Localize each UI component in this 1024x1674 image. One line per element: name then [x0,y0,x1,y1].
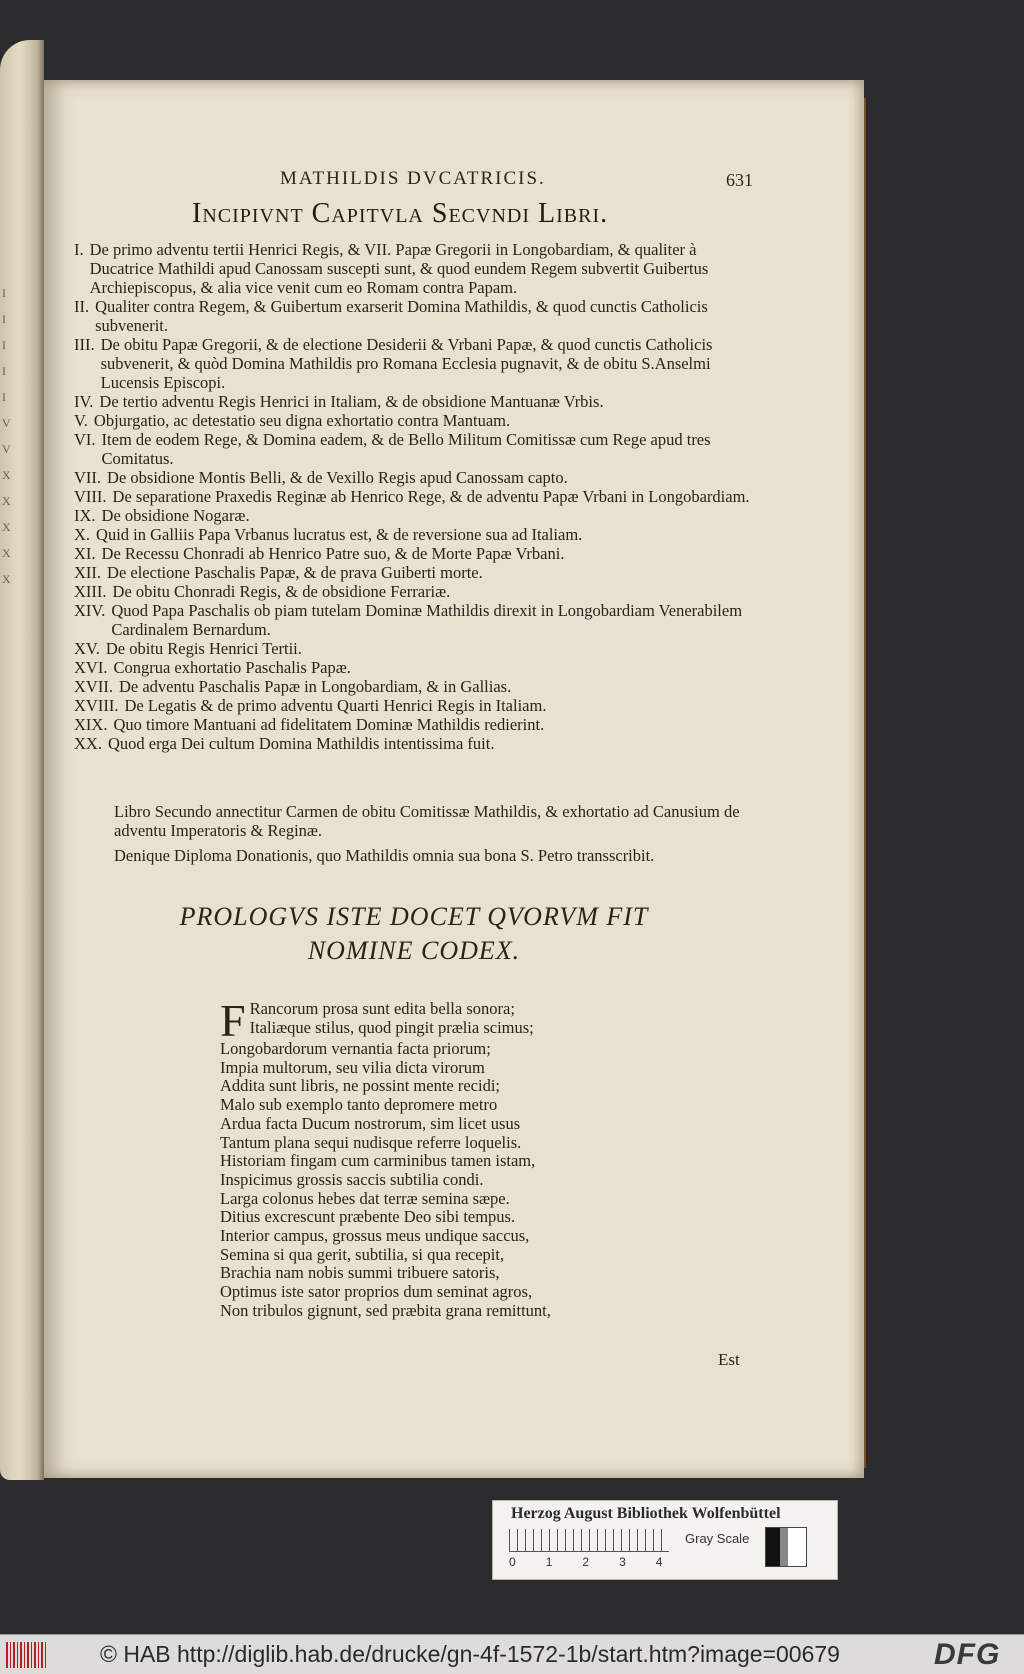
toc-number: V. [74,411,88,430]
toc-item [74,696,754,715]
toc-text: De obitu Chonradi Regis, & de obsidione Ferrariæ. [112,582,451,601]
poem-line: Italiæque stilus, quod pingit prælia scimus; [249,1017,534,1037]
toc-number: IX. [74,506,96,525]
toc-text: Quod erga Dei cultum Domina Mathildis intentissima fuit. [107,734,495,753]
toc-text: Quid in Galliis Papa Vrbanus lucratus est, & de reversione sua ad Italiam. [96,525,583,544]
toc-item [74,639,754,658]
toc-number: XVII. [74,677,113,696]
toc-number: I. [74,240,84,259]
toc-text: Quod Papa Paschalis ob piam tutelam Dominæ Mathildis direxit in Longobardiam Venerabilem Cardinalem Bernardum. [111,601,743,639]
toc-item [74,335,754,392]
running-head: MATHILDIS DVCATRICIS. [280,168,546,189]
poem-line: Optimus iste sator proprios dum seminat agros, [220,1282,533,1302]
toc-item [74,487,754,506]
toc-number: XIX. [74,715,108,734]
poem-line: Addita sunt libris, ne possint mente recidi; [220,1076,501,1096]
left-page-edge [0,40,44,1480]
toc-number: X. [74,525,91,544]
toc-number: IV. [74,392,94,411]
toc-item [74,601,754,639]
drop-cap: F [220,995,246,1046]
toc-text: Objurgatio, ac detestatio seu digna exhortatio contra Mantuam. [93,411,511,430]
toc-text: Quo timore Mantuani ad fidelitatem Dominæ Mathildis redierint. [113,715,545,734]
toc-number: XVIII. [74,696,119,715]
scale-ruler [509,1529,669,1552]
toc-item [74,240,754,297]
chapter-list-heading: Incipivnt Capitvla Secvndi Libri. [192,198,609,229]
toc-text: De primo adventu tertii Henrici Regis, & VII. Papæ Gregorii in Longobardiam, & qualiter à Ducatrice Mathildi apud Canossam suscepti sunt, & quod eundem Regem subvertit Guibertus Archiepiscopus, & alia vice venit cum eo Romam contra Papam. [89,240,709,297]
poem-line: Inspicimus grossis saccis subtilia condi. [220,1169,484,1189]
gray-scale-label: Gray Scale [685,1531,750,1546]
catchword: Est [718,1350,740,1369]
toc-text: Item de eodem Rege, & Domina eadem, & de Bello Militum Comitissæ cum Rege apud tres Comitatus. [101,430,711,468]
page-number: 631 [726,170,753,190]
toc-number: XII. [74,563,102,582]
poem-line: Larga colonus hebes dat terræ semina sæpe. [220,1188,510,1208]
poem [220,995,640,1321]
toc-number: VII. [74,468,102,487]
gray-scale-swatch [765,1527,807,1567]
toc-number: VIII. [74,487,107,506]
toc-text: Congrua exhortatio Paschalis Papæ. [113,658,351,677]
toc-text: De adventu Paschalis Papæ in Longobardiam, & in Gallias. [118,677,512,696]
scale-numbers [509,1555,689,1569]
poem-line: Semina si qua gerit, subtilia, si qua recepit, [220,1244,505,1264]
source-url[interactable]: © HAB http://diglib.hab.de/drucke/gn-4f-1572-1b/start.htm?image=00679 [100,1641,840,1667]
toc-item [74,677,754,696]
toc-item [74,582,754,601]
toc-item [74,734,754,753]
toc-text: De obitu Papæ Gregorii, & de electione Desiderii & Vrbani Papæ, & quod cunctis Catholicis subvenerit, & quòd Domina Mathildis pro Romana Ecclesia pugnavit, & de obitu S.Anselmi Lucensis Episcopi. [100,335,713,392]
scale-number: 4 [655,1555,663,1569]
scale-number: 0 [509,1555,516,1569]
toc-item [74,468,754,487]
poem-line: Tantum plana sequi nudisque referre loquelis. [220,1132,522,1152]
toc-number: XVI. [74,658,108,677]
book-page [44,80,864,1478]
toc-item [74,525,754,544]
chapter-list [74,240,754,753]
prologue-line: NOMINE CODEX. [307,936,521,965]
diploma-note: Denique Diploma Donationis, quo Mathildis omnia sua bona S. Petro transscribit. [114,846,655,865]
toc-text: De separatione Praxedis Reginæ ab Henrico Rege, & de adventu Papæ Vrbani in Longobardiam. [112,487,750,506]
toc-item [74,392,754,411]
scale-number: 3 [619,1555,626,1569]
barcode-icon [6,1642,46,1668]
toc-item [74,297,754,335]
library-color-scale-label [492,1500,838,1580]
poem-line: Rancorum prosa sunt edita bella sonora; [249,999,515,1018]
dfg-logo: DFG [934,1638,1001,1671]
poem-line: Longobardorum vernantia facta priorum; [220,1039,491,1058]
bleed-through-marks: I I I I I V V X X X X X [2,286,11,586]
library-name: Herzog August Bibliothek Wolfenbüttel [511,1505,781,1522]
prologue-heading [154,900,674,968]
poem-line: Impia multorum, seu vilia dicta virorum [220,1057,485,1077]
toc-number: XIV. [74,601,106,620]
toc-text: De obsidione Montis Belli, & de Vexillo Regis apud Canossam capto. [107,468,568,487]
toc-text: De obsidione Nogaræ. [101,506,250,525]
prologue-line: PROLOGVS ISTE DOCET QVORVM FIT [179,902,649,931]
toc-item [74,430,754,468]
toc-text: De electione Paschalis Papæ, & de prava Guiberti morte. [107,563,483,582]
poem-line: Malo sub exemplo tanto depromere metro [220,1095,498,1115]
toc-text: De Legatis & de primo adventu Quarti Henrici Regis in Italiam. [124,696,547,715]
poem-line: Historiam fingam cum carminibus tamen istam, [220,1151,536,1171]
poem-line: Interior campus, grossus meus undique saccus, [220,1226,530,1246]
toc-text: De obitu Regis Henrici Tertii. [105,639,302,658]
toc-item [74,658,754,677]
toc-number: II. [74,297,90,316]
poem-line: Ditius excrescunt præbente Deo sibi tempus. [220,1207,516,1227]
scale-number: 1 [545,1555,553,1569]
scale-number: 2 [582,1555,590,1569]
toc-text: Qualiter contra Regem, & Guibertum exarserit Domina Mathildis, & quod cunctis Catholicis subvenerit. [95,297,708,335]
toc-item [74,715,754,734]
toc-number: VI. [74,430,96,449]
poem-line: Non tribulos gignunt, sed præbita grana remittunt, [220,1300,551,1320]
toc-text: De Recessu Chonradi ab Henrico Patre suo, & de Morte Papæ Vrbani. [101,544,565,563]
toc-item [74,506,754,525]
footer-bar [0,1634,1024,1674]
toc-item [74,544,754,563]
poem-line: Brachia nam nobis summi tribuere satoris, [220,1263,500,1283]
toc-number: XV. [74,639,100,658]
toc-item [74,563,754,582]
appendix-note: Libro Secundo annectitur Carmen de obitu Comitissæ Mathildis, & exhortatio ad Canusium de adventu Imperatoris & Reginæ. [114,802,740,840]
toc-number: XIII. [74,582,107,601]
poem-line: Ardua facta Ducum nostrorum, sim licet usus [220,1113,521,1133]
toc-number: III. [74,335,95,354]
toc-text: De tertio adventu Regis Henrici in Italiam, & de obsidione Mantuanæ Vrbis. [99,392,604,411]
toc-number: XI. [74,544,96,563]
toc-item [74,411,754,430]
toc-number: XX. [74,734,102,753]
